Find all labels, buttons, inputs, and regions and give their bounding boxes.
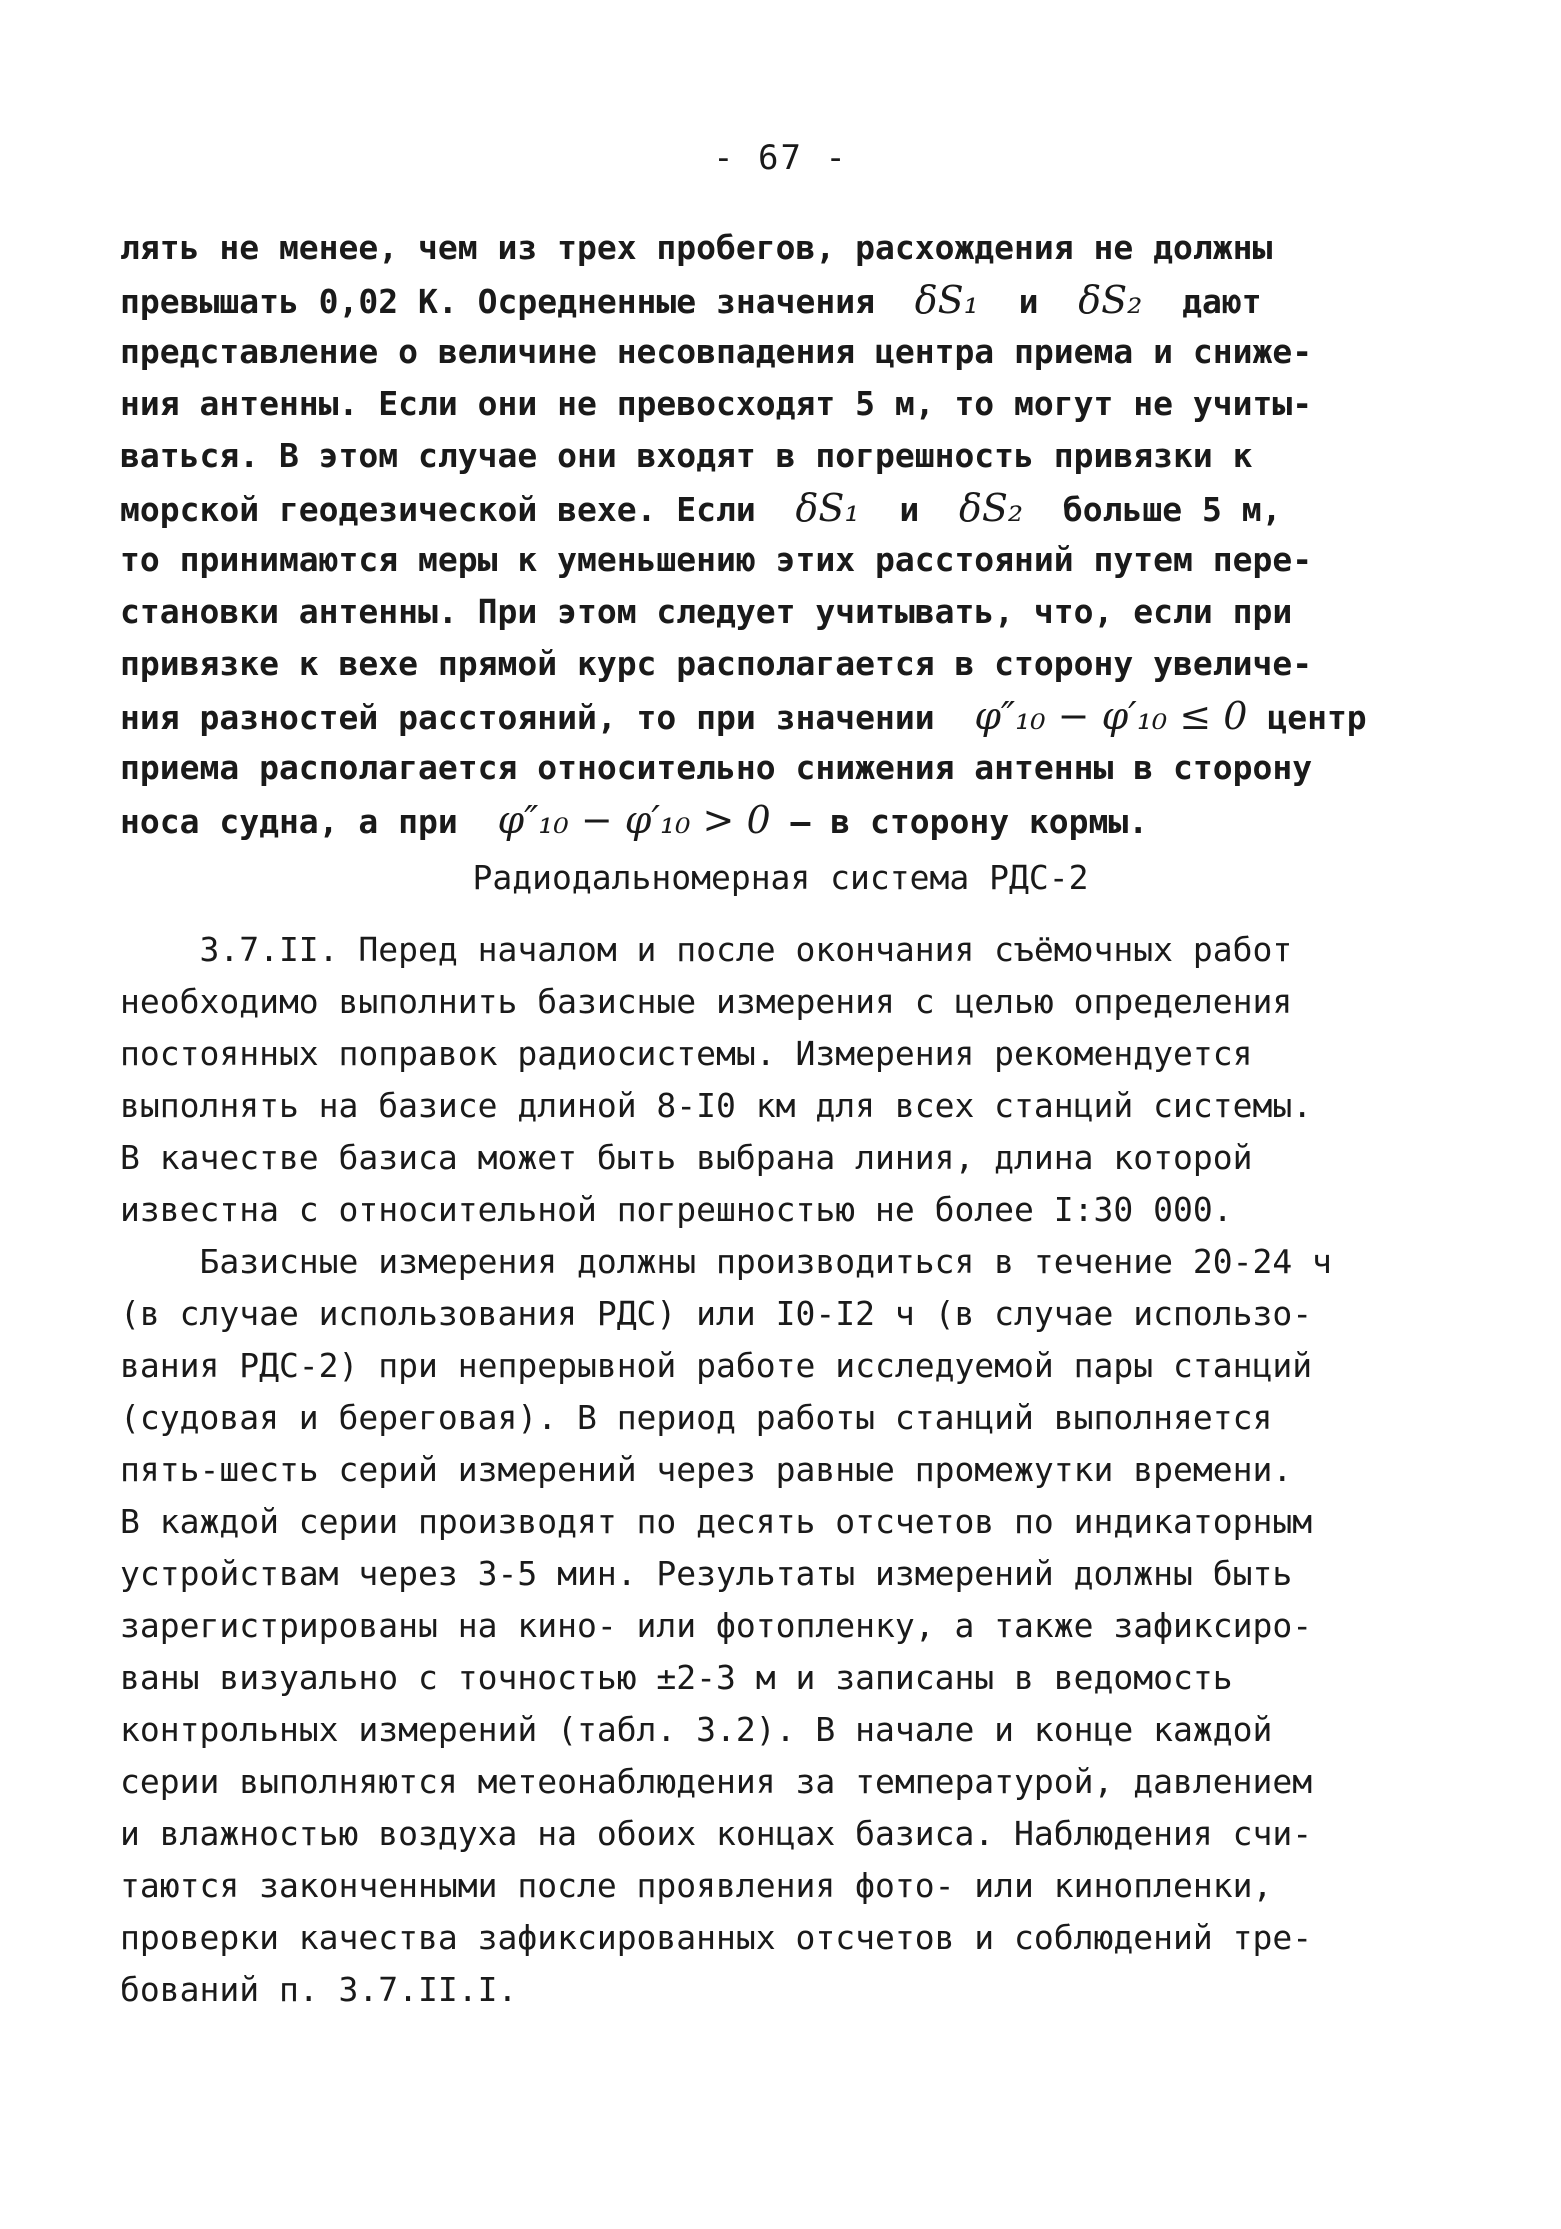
text-span: дают [1142,282,1262,321]
formula-phi-difference-gt: φ″₁₀ − φ′₁₀ > 0 [497,798,771,842]
text-line: В каждой серии производят по десять отсчетов по индикаторным [120,1502,1313,1541]
text-line: необходимо выполнить базисные измерения с целью определения [120,982,1293,1021]
section-heading: Радиодальномерная система РДС-2 [472,858,1089,897]
text-span: – в сторону кормы. [770,802,1149,841]
formula-delta-s2: δS₂ [959,486,1024,530]
text-span: и [859,490,960,529]
text-span: носа судна, а при [120,802,498,841]
text-line: ваны визуально с точностью ±2-3 м и записаны в ведомость [120,1658,1233,1697]
text-line: 3.7.II. Перед началом и после окончания съёмочных работ [120,930,1293,969]
text-line: приема располагается относительно снижения антенны в сторону [120,748,1313,787]
text-line: становки антенны. При этом следует учитывать, что, если при [120,592,1293,631]
text-line: выполнять на базисе длиной 8-I0 км для всех станций системы. [120,1086,1313,1125]
text-span: центр [1247,698,1367,737]
text-line [120,690,1367,742]
text-span: и [978,282,1079,321]
text-line: устройствам через 3-5 мин. Результаты измерений должны быть [120,1554,1293,1593]
text-line: серии выполняются метеонаблюдения за температурой, давлением [120,1762,1313,1801]
formula-phi-difference-le: φ″₁₀ − φ′₁₀ ≤ 0 [974,694,1248,738]
text-line: (судовая и береговая). В период работы станций выполняется [120,1398,1273,1437]
text-line: постоянных поправок радиосистемы. Измерения рекомендуется [120,1034,1253,1073]
text-line: известна с относительной погрешностью не более I:30 000. [120,1190,1233,1229]
text-line: В качестве базиса может быть выбрана линия, длина которой [120,1138,1253,1177]
text-line [120,794,1148,846]
text-line: и влажностью воздуха на обоих концах базиса. Наблюдения счи- [120,1814,1313,1853]
text-span: морской геодезической вехе. Если [120,490,796,529]
text-line: представление о величине несовпадения центра приема и сниже- [120,332,1313,371]
text-span: ния разностей расстояний, то при значении [120,698,975,737]
text-line: бований п. 3.7.II.I. [120,1970,518,2009]
formula-delta-s2: δS₂ [1078,278,1143,322]
page-number: - 67 - [713,138,848,178]
text-line: Базисные измерения должны производиться в течение 20-24 ч [120,1242,1332,1281]
text-line: то принимаются меры к уменьшению этих расстояний путем пере- [120,540,1313,579]
text-line: лять не менее, чем из трех пробегов, расхождения не должны [120,228,1273,267]
text-line: ния антенны. Если они не превосходят 5 м, то могут не учиты- [120,384,1313,423]
text-line [120,274,1262,326]
text-line: вания РДС-2) при непрерывной работе исследуемой пары станций [120,1346,1313,1385]
formula-delta-s1: δS₁ [795,486,860,530]
text-line: таются законченными после проявления фото- или кинопленки, [120,1866,1273,1905]
text-line: пять-шесть серий измерений через равные промежутки времени. [120,1450,1293,1489]
text-span: превышать 0,02 К. Осредненные значения [120,282,915,321]
text-line: проверки качества зафиксированных отсчетов и соблюдений тре- [120,1918,1313,1957]
formula-delta-s1: δS₁ [914,278,979,322]
text-line: привязке к вехе прямой курс располагается в сторону увеличе- [120,644,1313,683]
text-line: ваться. В этом случае они входят в погрешность привязки к [120,436,1253,475]
text-line: (в случае использования РДС) или I0-I2 ч (в случае использо- [120,1294,1313,1333]
text-line [120,482,1281,534]
text-span: больше 5 м, [1023,490,1282,529]
text-line: зарегистрированы на кино- или фотопленку, а также зафиксиро- [120,1606,1313,1645]
text-line: контрольных измерений (табл. 3.2). В начале и конце каждой [120,1710,1273,1749]
